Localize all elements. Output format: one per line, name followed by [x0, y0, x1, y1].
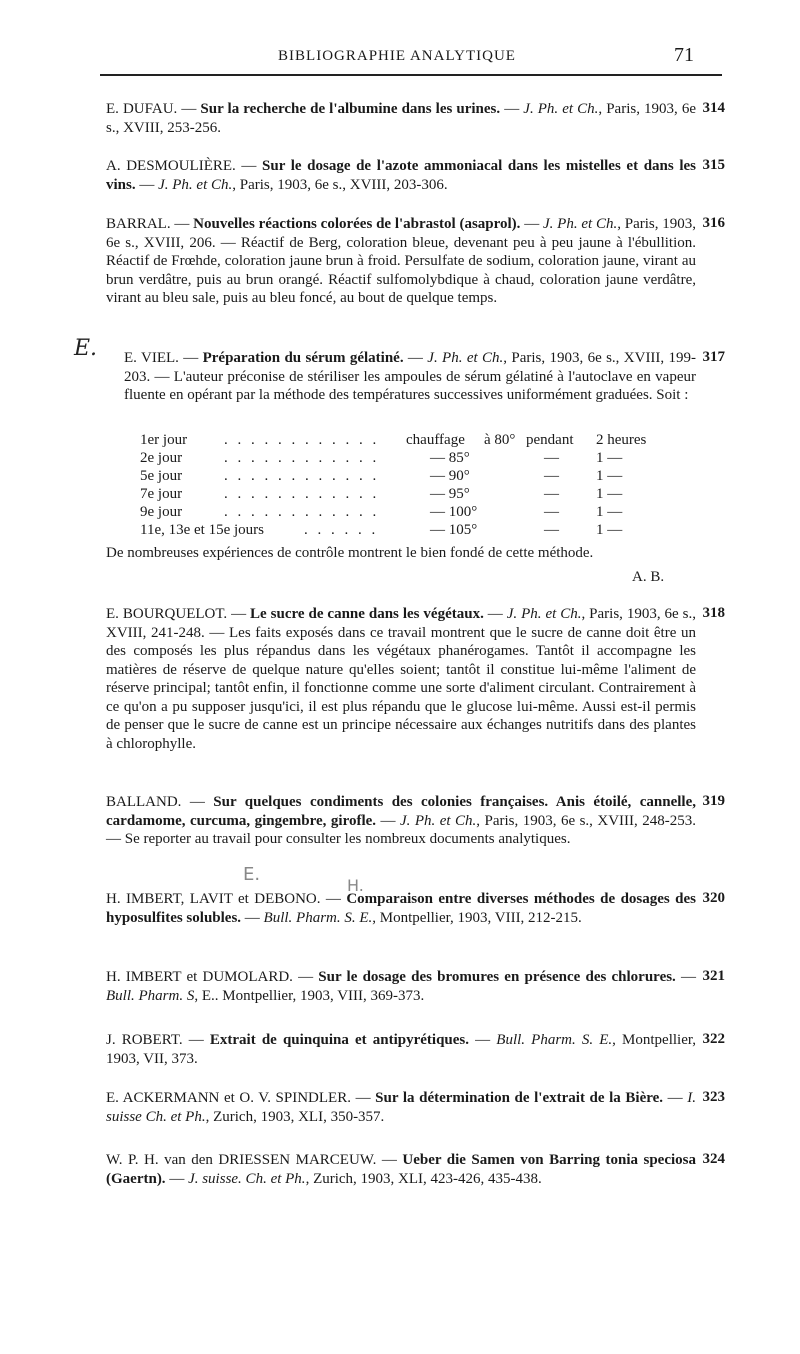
temperature-schedule	[140, 432, 700, 540]
entry-number: 321	[702, 968, 725, 984]
author-initials: A. B.	[632, 569, 665, 585]
entry-number: 316	[702, 215, 725, 231]
leader-dots: . . . . . .	[304, 522, 379, 538]
entry-322: J. ROBERT. — Extrait de quinquina et antipyrétiques. — Bull. Pharm. S. E., Montpellier, 1903, VII, 373.	[106, 1032, 697, 1067]
entry-318: E. BOURQUELOT. — Le sucre de canne dans les végétaux. — J. Ph. et Ch., Paris, 1903, 6e s., XVIII, 241-248. — Les faits exposés dans ce travail montrent que le sucre de canne doit être un des composés les plus répandus dans les végétaux phanérogames. Tantôt il accompagne les matières de réserve de quelque nature qu'elles soient; tantôt il constitue lui-même l'aliment de réserve principal; tantôt enfin, il fonctionne comme une sorte d'aliment circulant. Contrairement à ce qu'on a pu supposer jusqu'ici, il est plus répandu que le glucose lui-même. Aussi est-il permis de penser que le sucre de canne est un principe nécessaire aux échanges nutritifs dans des plantes à chlorophylle.	[106, 606, 696, 752]
schedule-temp: à 80°	[484, 432, 516, 448]
schedule-hours: 1 —	[596, 450, 623, 466]
schedule-duration-word: —	[544, 522, 559, 538]
page-number: 71	[674, 44, 694, 66]
schedule-temp: — 95°	[430, 486, 470, 502]
entry-number: 320	[702, 890, 725, 906]
leader-dots: . . . . . . . . . . . .	[224, 486, 380, 502]
schedule-day: 5e jour	[140, 468, 183, 484]
entry-number: 315	[702, 157, 725, 173]
schedule-row	[140, 522, 700, 540]
entry-number: 322	[702, 1031, 725, 1047]
entry-315: A. DESMOULIÈRE. — Sur le dosage de l'azote ammoniacal dans les mistelles et dans les vins. — J. Ph. et Ch., Paris, 1903, 6e s., XVIII, 203-306.	[106, 158, 696, 193]
handwritten-initial: E.	[74, 336, 98, 361]
schedule-duration-word: —	[544, 450, 559, 466]
schedule-hours: 1 —	[596, 522, 623, 538]
entry-number: 324	[702, 1151, 725, 1167]
schedule-row	[140, 450, 700, 468]
running-header	[100, 44, 694, 74]
schedule-row	[140, 486, 700, 504]
entry-323: E. ACKERMANN et O. V. SPINDLER. — Sur la détermination de l'extrait de la Bière. — I. suisse Ch. et Ph., Zurich, 1903, XLI, 350-357.	[106, 1090, 696, 1125]
schedule-method: chauffage	[406, 432, 465, 448]
schedule-conclusion: De nombreuses expériences de contrôle montrent le bien fondé de cette méthode.	[106, 545, 594, 561]
entry-number: 319	[702, 793, 725, 809]
pencil-annotation: H.	[347, 876, 364, 895]
entry-320: H. IMBERT, LAVIT et DEBONO. — Comparaison entre diverses méthodes de dosages des hyposulfites solubles. — Bull. Pharm. S. E., Montpellier, 1903, VIII, 212-215.	[106, 891, 696, 926]
schedule-temp: — 90°	[430, 468, 470, 484]
entry-324: W. P. H. van den DRIESSEN MARCEUW. — Ueber die Samen von Barring tonia speciosa (Gaertn). — J. suisse. Ch. et Ph., Zurich, 1903, XLI, 423-426, 435-438.	[106, 1152, 696, 1187]
header-title: BIBLIOGRAPHIE ANALYTIQUE	[278, 48, 516, 64]
entry-319: BALLAND. — Sur quelques condiments des colonies françaises. Anis étoilé, cannelle, cardamome, curcuma, gingembre, girofle. — J. Ph. et Ch., Paris, 1903, 6e s., XVIII, 248-253. — Se reporter au travail pour consulter les nombreux documents analytiques.	[106, 794, 697, 847]
entry-321: H. IMBERT et DUMOLARD. — Sur le dosage des bromures en présence des chlorures. — Bull. Pharm. S, E.. Montpellier, 1903, VIII, 369-373.	[106, 969, 697, 1004]
schedule-row	[140, 504, 700, 522]
entry-number: 314	[702, 100, 725, 116]
leader-dots: . . . . . . . . . . . .	[224, 504, 380, 520]
entry-314: E. DUFAU. — Sur la recherche de l'albumine dans les urines. — J. Ph. et Ch., Paris, 1903, 6e s., XVIII, 253-256.	[106, 101, 696, 136]
schedule-hours: 2 heures	[596, 432, 647, 448]
entry-number: 323	[702, 1089, 725, 1105]
entry-number: 317	[702, 349, 725, 365]
schedule-temp: — 85°	[430, 450, 470, 466]
schedule-row	[140, 432, 700, 450]
entry-316: BARRAL. — Nouvelles réactions colorées de l'abrastol (asaprol). — J. Ph. et Ch., Paris, 1903, 6e s., XVIII, 206. — Réactif de Berg, coloration bleue, devenant peu à peu jaune à l'ébullition. Réactif de Frœhde, coloration jaune brun à froid. Persulfate de sodium, coloration jaune, virant au brun verdâtre, puis au brun orangé. Réactif sulfomolybdique à chaud, coloration jaune verdâtre, virant au bleu sale, puis au bleu foncé, au bout de quelque temps.	[106, 216, 696, 306]
schedule-duration-word: —	[544, 504, 559, 520]
schedule-day: 1er jour	[140, 432, 188, 448]
leader-dots: . . . . . . . . . . . .	[224, 432, 380, 448]
schedule-duration-word: —	[544, 486, 559, 502]
schedule-day: 7e jour	[140, 486, 183, 502]
schedule-duration-word: —	[544, 468, 559, 484]
schedule-hours: 1 —	[596, 504, 623, 520]
header-rule	[100, 74, 722, 76]
pencil-annotation: E.	[243, 864, 261, 885]
leader-dots: . . . . . . . . . . . .	[224, 468, 380, 484]
schedule-day: 11e, 13e et 15e jours	[140, 522, 264, 538]
schedule-hours: 1 —	[596, 468, 623, 484]
entry-317: E. VIEL. — Préparation du sérum gélatiné. — J. Ph. et Ch., Paris, 1903, 6e s., XVIII, 199-203. — L'auteur préconise de stériliser les ampoules de sérum gélatiné à l'autoclave en vapeur fluente en opérant par la méthode des températures successives uniformément graduées. Soit :	[124, 350, 697, 403]
schedule-temp: — 100°	[430, 504, 478, 520]
schedule-duration-word: pendant	[526, 432, 574, 448]
schedule-day: 9e jour	[140, 504, 183, 520]
entry-number: 318	[702, 605, 725, 621]
schedule-day: 2e jour	[140, 450, 183, 466]
schedule-hours: 1 —	[596, 486, 623, 502]
leader-dots: . . . . . . . . . . . .	[224, 450, 380, 466]
schedule-temp: — 105°	[430, 522, 478, 538]
schedule-row	[140, 468, 700, 486]
